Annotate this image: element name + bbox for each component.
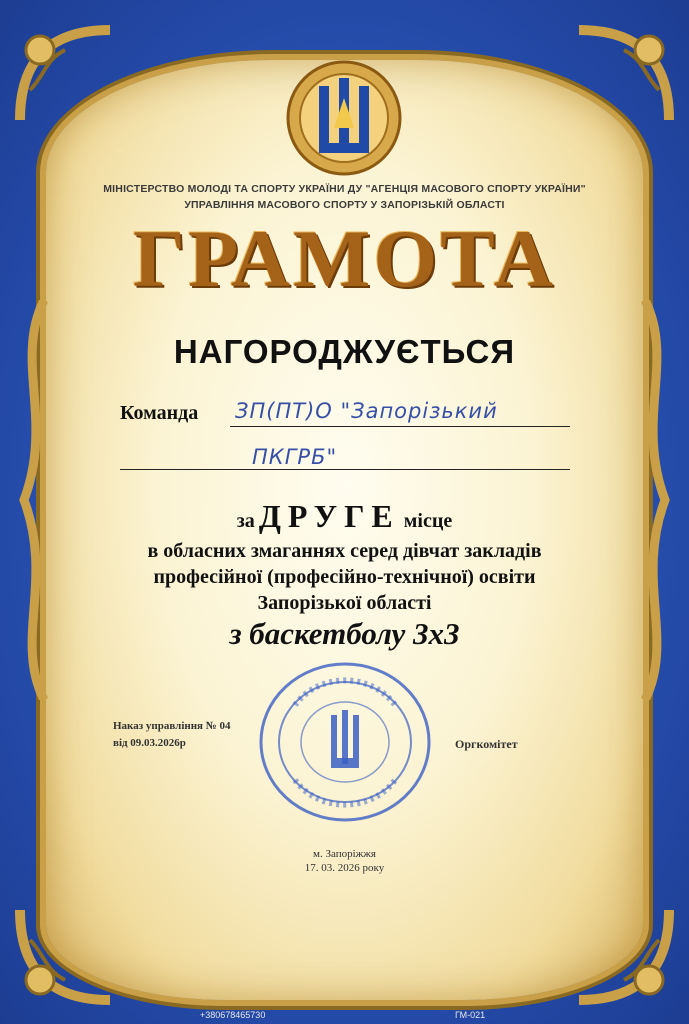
placement-value: ДРУГЕ	[258, 498, 400, 534]
trident-emblem-icon	[279, 58, 409, 178]
official-stamp-icon	[255, 660, 435, 825]
sport-name: з баскетболу 3х3	[229, 616, 460, 651]
ornament-corner-bottom-left-icon	[10, 900, 120, 1010]
print-phone: +380678465730	[200, 1010, 266, 1020]
team-label: Команда	[120, 402, 199, 424]
committee-label: Оргкомітет	[455, 737, 518, 751]
placement-line	[0, 498, 689, 535]
ornament-corner-top-right-icon	[569, 20, 679, 130]
order-date: від 09.03.2026р	[113, 737, 186, 749]
certificate-title: ГРАМОТА	[133, 213, 556, 304]
team-name-handwritten-2: ПКГРБ"	[252, 445, 338, 469]
issue-date: 17. 03. 2026 року	[304, 862, 385, 874]
description-line-3: Запорізької області	[257, 592, 432, 614]
award-heading: НАГОРОДЖУЄТЬСЯ	[173, 333, 516, 370]
team-underline-1	[230, 426, 570, 427]
description-line-2: професійної (професійно-технічної) освіти	[153, 566, 536, 588]
team-name-handwritten-1: ЗП(ПТ)О "Запорізький	[235, 399, 498, 423]
order-number: Наказ управління № 04	[113, 720, 231, 732]
description-line-1: в обласних змаганнях серед дівчат закладів	[147, 540, 542, 562]
team-underline-2	[120, 469, 570, 470]
ornament-corner-top-left-icon	[10, 20, 120, 130]
ministry-line-2: УПРАВЛІННЯ МАСОВОГО СПОРТУ У ЗАПОРІЗЬКІЙ ОБЛАСТІ	[184, 199, 505, 211]
placement-prefix: за	[236, 510, 255, 532]
city: м. Запоріжжя	[313, 848, 376, 860]
ornament-corner-bottom-right-icon	[569, 900, 679, 1010]
print-code: ГМ-021	[455, 1010, 486, 1020]
placement-suffix: місце	[403, 510, 453, 532]
ministry-line-1: МІНІСТЕРСТВО МОЛОДІ ТА СПОРТУ УКРАЇНИ ДУ "АГЕНЦІЯ МАСОВОГО СПОРТУ УКРАЇНИ"	[103, 183, 586, 195]
